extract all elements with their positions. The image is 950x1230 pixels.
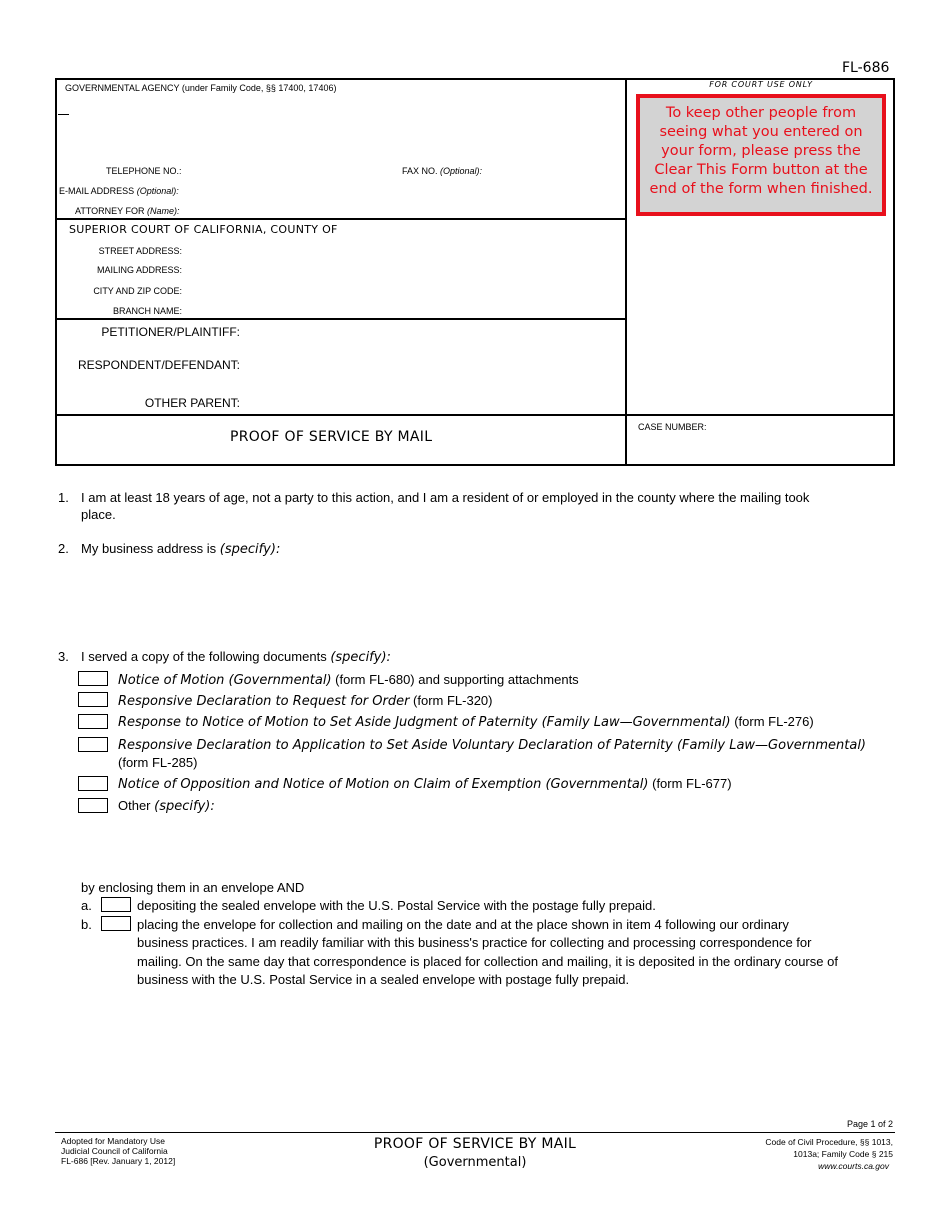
item-1-text-cont: place. <box>81 507 116 522</box>
other-parent-label: OTHER PARENT: <box>144 396 240 410</box>
telephone-label: TELEPHONE NO.: <box>106 166 182 176</box>
option-b-text-2: business practices. I am readily familiar with this business's practice for collecting and processing correspondence for <box>137 935 812 950</box>
doc-fl285-label: Responsive Declaration to Application to Set Aside Voluntary Declaration of Paternity (Family Law—Governmental) <box>118 738 867 753</box>
checkbox-doc-other[interactable] <box>78 798 108 813</box>
item-1-text: I am at least 18 years of age, not a party to this action, and I am a resident of or employed in the county where the mailing took <box>81 490 810 505</box>
doc-fl276-label: Response to Notice of Motion to Set Aside Judgment of Paternity (Family Law—Governmental) (form FL-276) <box>118 714 814 730</box>
court-use-label: FOR COURT USE ONLY <box>709 80 813 89</box>
fax-label: FAX NO. (Optional): <box>402 166 483 176</box>
respondent-label: RESPONDENT/DEFENDANT: <box>77 358 240 372</box>
checkbox-option-a[interactable] <box>101 897 131 912</box>
doc-fl285-form: (form FL-285) <box>118 755 198 770</box>
divider-court <box>55 318 627 320</box>
code-line-1: Code of Civil Procedure, §§ 1013, <box>765 1137 893 1147</box>
divider-agency <box>55 218 627 220</box>
doc-fl680-label: Notice of Motion (Governmental) (form FL-680) and supporting attachments <box>118 672 579 688</box>
courts-website[interactable]: www.courts.ca.gov <box>818 1161 889 1171</box>
doc-other-label: Other (specify): <box>118 798 215 814</box>
city-zip-label: CITY AND ZIP CODE: <box>93 286 182 296</box>
checkbox-doc-fl680[interactable] <box>78 671 108 686</box>
mailing-address-label: MAILING ADDRESS: <box>96 265 182 275</box>
option-b-text-3: mailing. On the same day that correspondence is placed for collection and mailing, it is deposited in the ordinary course of <box>137 954 838 969</box>
checkbox-option-b[interactable] <box>101 916 131 931</box>
checkbox-doc-fl320[interactable] <box>78 692 108 707</box>
privacy-notice <box>636 94 886 216</box>
code-block <box>700 1136 893 1172</box>
option-a-text: depositing the sealed envelope with the U.S. Postal Service with the postage fully prepaid. <box>137 898 656 913</box>
footer-rule <box>55 1132 895 1133</box>
page-number: Page 1 of 2 <box>846 1119 893 1129</box>
caption-divider-vertical <box>625 78 627 466</box>
item-2-number: 2. <box>58 541 69 556</box>
form-number: FL-686 <box>842 60 890 76</box>
branch-name-label: BRANCH NAME: <box>112 306 182 316</box>
option-b-text-1: placing the envelope for collection and mailing on the date and at the place shown in item 4 following our ordinary <box>137 917 789 932</box>
item-1-number: 1. <box>58 490 69 505</box>
doc-fl320-label: Responsive Declaration to Request for Order (form FL-320) <box>118 693 493 709</box>
footer-title: PROOF OF SERVICE BY MAIL <box>373 1136 577 1152</box>
agency-label: GOVERNMENTAL AGENCY (under Family Code, §§ 17400, 17406) <box>65 83 337 93</box>
doc-title: PROOF OF SERVICE BY MAIL <box>230 429 433 445</box>
email-label: E-MAIL ADDRESS (Optional): <box>59 186 179 196</box>
court-title: SUPERIOR COURT OF CALIFORNIA, COUNTY OF <box>69 223 338 236</box>
checkbox-doc-fl677[interactable] <box>78 776 108 791</box>
agency-dash <box>58 114 69 115</box>
checkbox-doc-fl285[interactable] <box>78 737 108 752</box>
option-b-text-4: business with the U.S. Postal Service in a sealed envelope with postage fully prepaid. <box>137 972 630 987</box>
adopted-line-1: Adopted for Mandatory Use <box>61 1136 165 1146</box>
option-a-label: a. <box>81 898 92 913</box>
item-3-number: 3. <box>58 649 69 664</box>
petitioner-label: PETITIONER/PLAINTIFF: <box>101 325 240 339</box>
footer-subtitle: (Governmental) <box>423 1155 527 1170</box>
adopted-block <box>61 1136 175 1166</box>
adopted-line-3: FL-686 [Rev. January 1, 2012] <box>61 1156 176 1166</box>
doc-fl677-label: Notice of Opposition and Notice of Motion on Claim of Exemption (Governmental) (form FL-677) <box>118 776 732 792</box>
checkbox-doc-fl276[interactable] <box>78 714 108 729</box>
privacy-notice-text: To keep other people from seeing what you entered on your form, please press the Clear This Form button at the end of the form when finished. <box>649 105 873 197</box>
divider-parties <box>55 414 895 416</box>
enclosing-intro: by enclosing them in an envelope AND <box>81 880 305 895</box>
item-3-text: I served a copy of the following documents (specify): <box>81 649 391 665</box>
attorney-for-label: ATTORNEY FOR (Name): <box>75 206 180 216</box>
street-address-label: STREET ADDRESS: <box>98 246 182 256</box>
item-2-text: My business address is (specify): <box>81 541 281 557</box>
adopted-line-2: Judicial Council of California <box>61 1146 168 1156</box>
code-line-2: 1013a; Family Code § 215 <box>793 1149 893 1159</box>
option-b-label: b. <box>81 917 92 932</box>
case-number-label: CASE NUMBER: <box>638 422 707 432</box>
